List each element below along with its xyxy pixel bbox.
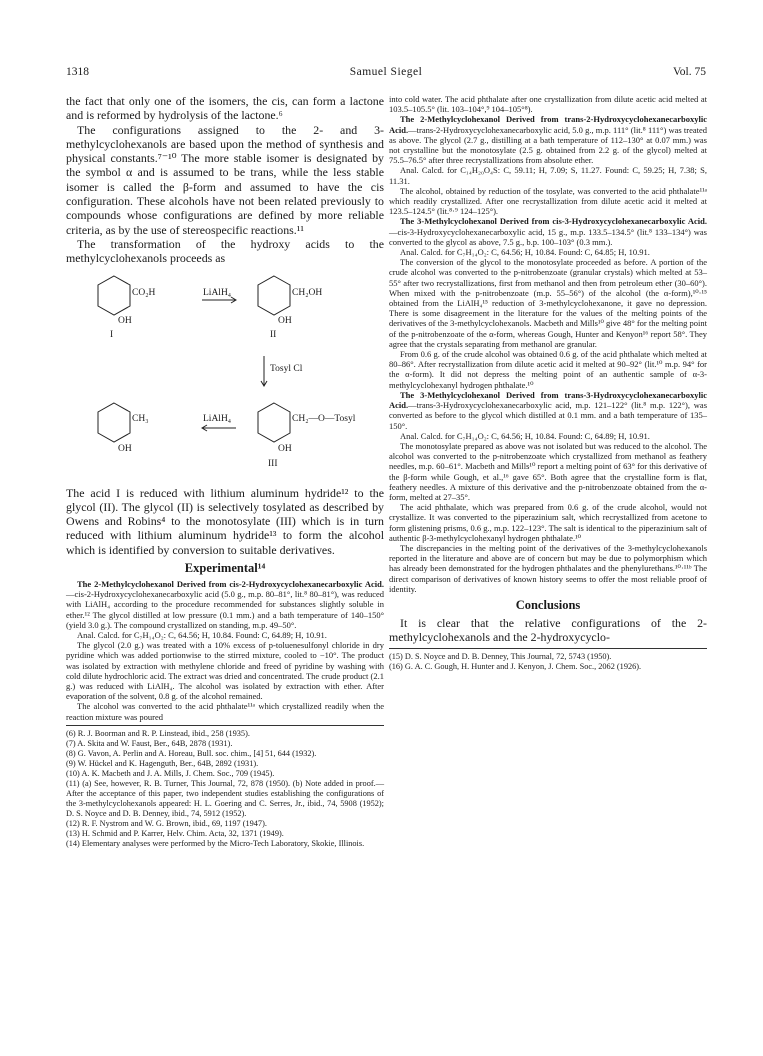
section-heading: Conclusions (515, 597, 581, 612)
oh-label: OH (118, 315, 132, 326)
paragraph: It is clear that the relative configurations of the 2-methylcyclohexanols and the 2-hydroxycyclo- (389, 615, 707, 645)
subsection-title: The 3-Methylcyclohexanol Derived from trans-3-Hydroxycyclohexanecarboxylic Acid. (389, 389, 707, 411)
footnote: (16) G. A. C. Gough, H. Hunter and J. Kenyon, J. Chem. Soc., 2062 (1926). (389, 661, 642, 671)
scheme-drawing (66, 268, 384, 484)
running-title: Samuel Siegel (349, 66, 423, 78)
paragraph (66, 579, 384, 630)
paragraph-body: —trans-2-Hydroxycyclohexanecarboxylic acid, 5.0 g., m.p. 111° (lit.⁸ 111°) was treated as above. The glycol (2.7 g., distilling at a bath temperature of 112–130° at 0.07 mm.) was not crystalline but the monotosylate (2.5 g. obtained from 2.2 g. of the glycol) melted at 75.5–76.5° after three recrystallizations from absolute ether. (389, 124, 707, 166)
footnote-rule (389, 648, 707, 649)
subsection-title: The 2-Methylcyclohexanol Derived from trans-2-Hydroxycyclohexanecarboxylic Acid. (389, 114, 707, 135)
footnote: (13) H. Schmid and P. Karrer, Helv. Chim. Acta, 32, 1371 (1949). (66, 828, 284, 838)
paragraph: the fact that only one of the isomers, the cis, can form a lactone and is reformed by hydrolysis of the lactone.⁶ (66, 94, 384, 123)
oh-label: OH (278, 443, 292, 454)
paragraph-body: —cis-3-Hydroxycyclohexanecarboxylic acid, 15 g., m.p. 133.5–134.5° (lit.⁸ 133–134°) was converted to the glycol as above, 7.5 g., b.p. 100–103° (0.3 mm.). (389, 226, 707, 247)
analysis-line: Anal. Calcd. for C₇H₁₄O₂: C, 64.56; H, 10.84. Found: C, 64.89; H, 10.91. (400, 430, 650, 441)
oh-label: OH (278, 315, 292, 326)
footnotes (389, 652, 707, 672)
footnote: (7) A. Skita and W. Faust, Ber., 64B, 2878 (1931). (66, 738, 233, 748)
cyclohexane-ring-product (98, 403, 130, 442)
cyclohexane-ring-i (98, 276, 130, 315)
paragraph: into cold water. The acid phthalate after one crystallization from dilute acetic acid melted at 103.5–105.5° (lit. 103–104°,⁹ 104–105°⁸). (389, 94, 707, 115)
paragraph: The alcohol, obtained by reduction of the tosylate, was converted to the acid phthalate¹¹ᵃ which readily crystallized. After one recrystallization from dilute acetic acid it melted at 123.5–124.5° (lit.⁸·⁹ 124–125°). (389, 185, 707, 217)
footnote: (10) A. K. Macbeth and J. A. Mills, J. Chem. Soc., 709 (1945). (66, 768, 275, 778)
paragraph: From 0.6 g. of the crude alcohol was obtained 0.6 g. of the acid phthalate which melted at 80–86°. After recrystallization from dilute acetic acid it melted at 90–92° (lit.¹⁰ m.p. 94° for the α-form). It did not depress the melting point of an authentic sample of α-3-methylcyclohexanyl hydrogen phthalate.¹⁰ (389, 349, 707, 390)
footnotes (66, 729, 384, 849)
analysis-line: Anal. Calcd. for C₁₄H₂₀O₄S: C, 59.11; H, 7.09; S, 11.27. Found: C, 59.25; H, 7.38; S, 11.31. (389, 165, 707, 186)
footnote: (11) (a) See, however, R. B. Turner, This Journal, 72, 878 (1950). (b) Note added in proof.—After the acceptance of this paper, two independent studies establishing the configurations of the 3-methylcyclohexanols appeared: H. L. Goering and C. Serres, Jr., ibid., 74, 5908 (1952); D. S. Noyce and D. B. Denney, ibid., 74, 5912 (1952). (66, 778, 384, 818)
left-column (66, 94, 384, 849)
footnote: (12) R. F. Nystrom and W. G. Brown, ibid., 69, 1197 (1947). (66, 818, 267, 828)
compound-number: I (110, 329, 114, 340)
ch2otosyl-label: CH₂—O—Tosyl (292, 413, 356, 424)
subsection-title: The 3-Methylcyclohexanol Derived from cis-3-Hydroxycyclohexanecarboxylic Acid. (400, 216, 707, 227)
cyclohexane-ring-iii (258, 403, 290, 442)
paragraph: The discrepancies in the melting point of the derivatives of the 3-methylcyclohexanols reported in the literature and above are of concern but may be due to polymorphism which has already been demonstrated for the hydrogen phthalates and the phenylurethans.¹⁰·¹¹ᵇ The direct comparison of derivatives of known history seems to offer the most reliable proof of identity. (389, 542, 707, 594)
reaction-scheme (66, 268, 384, 484)
paragraph (389, 390, 707, 431)
paragraph: The configurations assigned to the 2- and 3-methylcyclohexanols are based upon the method of synthesis and physical constants.⁷⁻¹⁰ The more stable isomer is designated by the symbol α and is assumed to be trans, while the less stable isomer is called the β-form and assumed to have the cis configuration. These alcohols have not been related previously to compounds whose configurations are defined by more reliable criteria, as by the use of stereospecific reactions.¹¹ (66, 122, 384, 237)
reagent-label: LiAlH₄ (203, 413, 232, 424)
subsection-title: The 2-Methylcyclohexanol Derived from cis-2-Hydroxycyclohexanecarboxylic Acid. (77, 579, 384, 590)
paragraph-body: —trans-3-Hydroxycyclohexanecarboxylic acid, m.p. 121–122° (lit.⁸ m.p. 122°), was converted as before to the glycol which distilled at 0.1 mm. and a bath temperature of 135–150°. (389, 400, 707, 431)
compound-number: II (270, 329, 277, 340)
footnote: (15) D. S. Noyce and D. B. Denney, This Journal, 72, 5743 (1950). (389, 651, 612, 661)
footnote: (14) Elementary analyses were performed by the Micro-Tech Laboratory, Skokie, Illinois. (66, 838, 365, 848)
paragraph: The alcohol was converted to the acid phthalate¹¹ᵃ which crystallized readily when the reaction mixture was poured (66, 701, 384, 722)
footnote: (9) W. Hückel and K. Hagenguth, Ber., 64B, 2892 (1931). (66, 758, 259, 768)
paragraph: The conversion of the glycol to the monotosylate proceeded as before. A portion of the crude alcohol was converted to the p-nitrobenzoate (granular crystals) which melted at 53–55° after two recrystallizations, first from methanol and then from petroleum ether (30–60°). When mixed with the p-nitrobenzoate (m.p. 55–56°) of the alcohol (the α-form),¹⁰·¹⁵ obtained from the LiAlH₄¹⁵ reduction of 3-methylcyclohexanone, it gave no depression. There is some disagreement in the literature for the values of the melting points of the derivatives of the 3-methylcyclohexanols. Macbeth and Mills¹⁰ give 48° for the melting point of the p-nitrobenzoate of the α-form, whereas Gough, Hunter and Kenyon¹⁶ report 58°. They agree that the crystals separating from methanol are granular. (389, 257, 707, 349)
paragraph: The acid phthalate, which was prepared from 0.6 g. of the crude alcohol, would not crystallize. It was converted to the piperazinium salt, which recrystallized from acetone to form glistening prisms, 0.6 g., m.p. 122–123°. The salt is identical to the piperazinium salt of authentic β-3-methylcyclohexanyl hydrogen phthalate.¹⁰ (389, 502, 707, 543)
analysis-line: Anal. Calcd. for C₇H₁₄O₂: C, 64.56; H, 10.84. Found: C, 64.89; H, 10.91. (77, 630, 327, 641)
paragraph: The monotosylate prepared as above was not isolated but was reduced to the alcohol. The alcohol was converted to the p-nitrobenzoate which crystallized from methanol as feathery needles, m.p. 60–61°. Macbeth and Mills¹⁰ report a melting point of 63° for this derivative of the β-form while Gough, et al.,¹⁶ gave 65°. Both agree that the crystalline form is flat, feathery needles. A mixture of this derivative and the p-nitrobenzoate obtained from the α-form, melted at 27–35°. (389, 440, 707, 502)
page-header (66, 66, 706, 82)
paragraph: The transformation of the hydroxy acids to the methylcyclohexanols proceeds as (66, 236, 384, 266)
paragraph: The acid I is reduced with lithium aluminum hydride¹² to the glycol (II). The glycol (II) is selectively tosylated as described by Owens and Robins⁴ to the monotosylate (III) which is in turn reduced with lithium aluminum hydride¹³ to form the alcohol which is identified by conversion to suitable derivatives. (66, 485, 384, 557)
compound-number: III (268, 458, 278, 469)
section-heading: Experimental¹⁴ (184, 561, 266, 576)
reagent-label: LiAlH₄ (203, 287, 232, 298)
paragraph: The glycol (2.0 g.) was treated with a 10% excess of p-toluenesulfonyl chloride in dry pyridine which was added portionwise to the stirred mixture, cooled to −10°. The product was isolated by extraction with methylene chloride and freed of pyridine by washing with cold dilute hydrochloric acid. The extract was dried and concentrated. The crude product (2.1 g.) was reduced with LiAlH₄. The alcohol was isolated by extraction with ether. After evaporation of the solvent, 0.8 g. of the alcohol remained. (66, 640, 384, 702)
oh-label: OH (118, 443, 132, 454)
volume-label: Vol. 75 (672, 66, 706, 78)
co2h-label: CO₂H (132, 287, 156, 298)
footnote: (6) R. J. Boorman and R. P. Linstead, ibid., 258 (1935). (66, 728, 250, 738)
footnote-rule (66, 725, 384, 726)
right-column (389, 94, 707, 672)
cyclohexane-ring-ii (258, 276, 290, 315)
paragraph-body: —cis-2-Hydroxycyclohexanecarboxylic acid (5.0 g., m.p. 80–81°, lit.⁸ 80–81°), was reduced with LiAlH₄ according to the procedure recommended for substances slightly soluble in ether.¹² The glycol distilled at low pressure (0.1 mm.) and a bath temperature of 140–150° (yield 3.0 g.). The compound crystallized on standing, m.p. 49–50°. (66, 589, 384, 630)
ch3-label: CH₃ (132, 413, 149, 424)
footnote: (8) G. Vavon, A. Perlin and A. Horeau, Bull. soc. chim., [4] 51, 644 (1932). (66, 748, 317, 758)
ch2oh-label: CH₂OH (292, 287, 323, 298)
page-number: 1318 (66, 66, 89, 78)
reagent-label: Tosyl Cl (270, 363, 303, 374)
paragraph (389, 114, 707, 165)
analysis-line: Anal. Calcd. for C₇H₁₄O₂: C, 64.56; H, 10.84. Found: C, 64.85; H, 10.91. (400, 247, 650, 258)
paragraph (389, 216, 707, 247)
